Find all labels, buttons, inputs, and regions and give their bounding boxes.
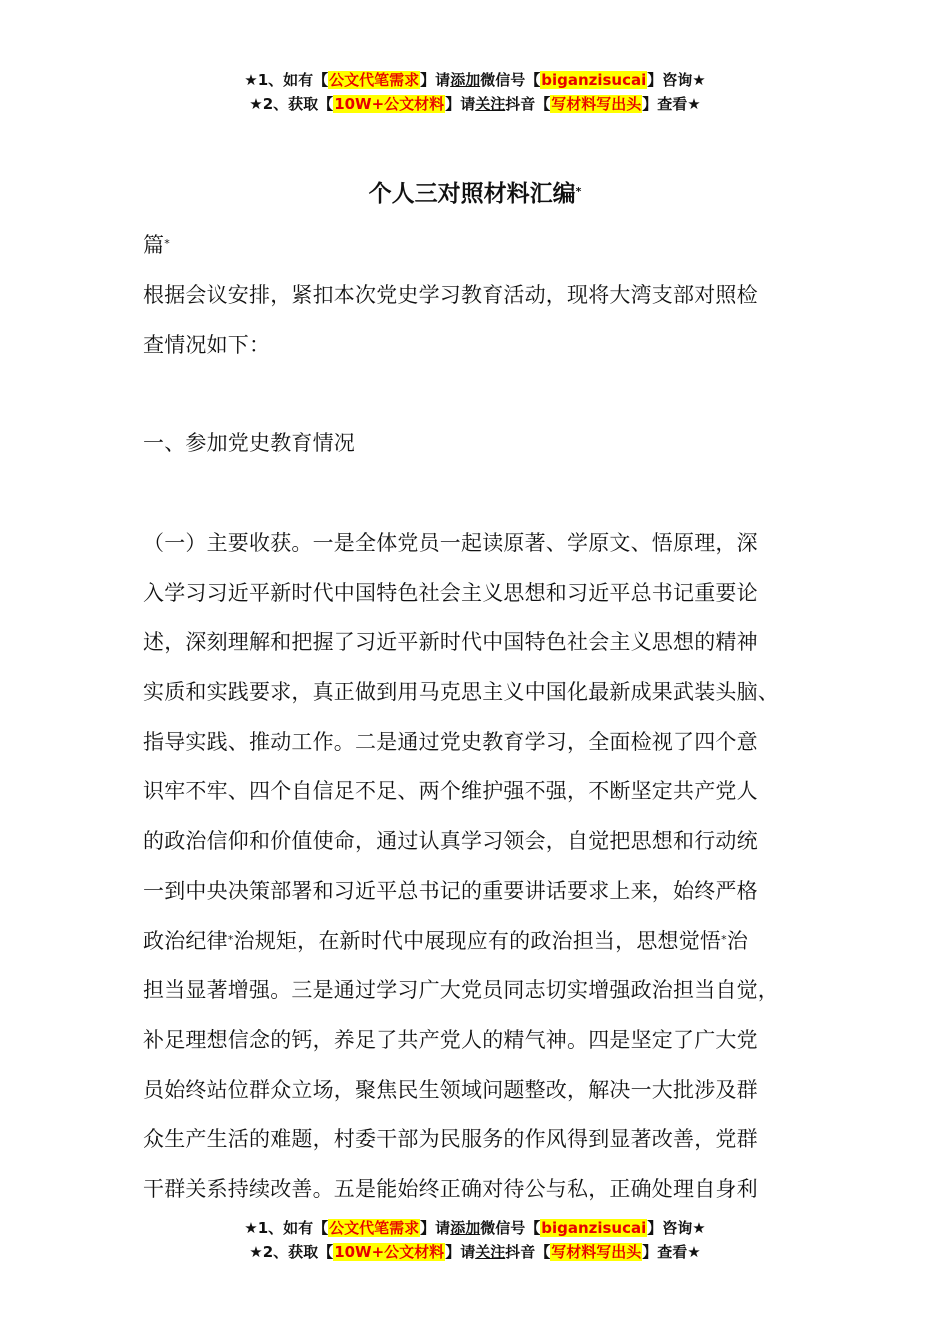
paragraph-text: 治规矩，在新时代中展现应有的政治担当，思想觉悟 xyxy=(233,928,722,953)
paragraph-line: 述，深刻理解和把握了习近平新时代中国特色社会主义思想的精神 xyxy=(143,630,758,655)
paragraph-line xyxy=(143,917,833,967)
document-title xyxy=(0,176,950,212)
main-paragraph xyxy=(143,519,833,1215)
paragraph-text: 政治纪律 xyxy=(143,928,228,953)
banner-underlined-text: 添加 xyxy=(450,71,481,89)
banner-text: ★1、如有【 xyxy=(244,71,329,89)
heading-1-text: 一、参加党史教育情况 xyxy=(143,431,355,455)
paragraph-line: 实质和实践要求，真正做到用马克思主义中国化最新成果武装头脑、 xyxy=(143,680,779,705)
banner-text: 】请 xyxy=(420,1219,451,1237)
banner-highlight: 公文代笔需求 xyxy=(329,1219,420,1237)
banner-highlight: biganzisucai xyxy=(541,71,647,89)
banner-highlight: 公文代笔需求 xyxy=(329,71,420,89)
title-mark: * xyxy=(575,185,582,198)
section-label-text: 篇 xyxy=(143,233,165,257)
paragraph-line: 员始终站位群众立场，聚焦民生领域问题整改，解决一大批涉及群 xyxy=(143,1077,758,1102)
banner-highlight: 写材料写出头 xyxy=(551,95,642,113)
paragraph-text: 治 xyxy=(726,928,749,953)
banner-highlight: 10W+公文材料 xyxy=(334,95,445,113)
banner-line-1 xyxy=(0,1216,950,1240)
banner-text: 】咨询★ xyxy=(647,1219,706,1237)
banner-text: 微信号【 xyxy=(480,1219,541,1237)
heading-1 xyxy=(143,419,833,469)
section-label xyxy=(143,221,833,271)
text-mark: * xyxy=(721,932,727,946)
banner-text: ★1、如有【 xyxy=(244,1219,329,1237)
banner-line-2 xyxy=(0,92,950,116)
banner-underlined-text: 关注 xyxy=(475,95,506,113)
banner-text: ★2、获取【 xyxy=(249,1243,334,1261)
paragraph-line: （一）主要收获。一是全体党员一起读原著、学原文、悟原理，深 xyxy=(143,531,758,555)
text-mark: * xyxy=(227,932,234,946)
banner-text: 】咨询★ xyxy=(647,71,706,89)
banner-text: 抖音【 xyxy=(505,95,551,113)
intro-paragraph xyxy=(143,271,833,370)
banner-underlined-text: 关注 xyxy=(475,1243,506,1261)
paragraph-line: 入学习习近平新时代中国特色社会主义思想和习近平总书记重要论 xyxy=(143,580,758,605)
paragraph-line: 一到中央决策部署和习近平总书记的重要讲话要求上来，始终严格 xyxy=(143,878,758,903)
banner-line-2 xyxy=(0,1240,950,1264)
section-mark: * xyxy=(164,237,170,250)
footer-banner xyxy=(0,1216,950,1264)
paragraph-line: 识牢不牢、四个自信足不足、两个维护强不强，不断坚定共产党人 xyxy=(143,779,758,804)
title-text: 个人三对照材料汇编 xyxy=(368,181,576,207)
banner-text: 】查看★ xyxy=(642,1243,701,1261)
banner-text: 】请 xyxy=(445,95,476,113)
section-label-line xyxy=(143,221,833,271)
banner-highlight: 10W+公文材料 xyxy=(334,1243,445,1261)
banner-text: 】请 xyxy=(420,71,451,89)
banner-text: 】请 xyxy=(445,1243,476,1261)
banner-text: 】查看★ xyxy=(642,95,701,113)
banner-text: 微信号【 xyxy=(480,71,541,89)
intro-line: 查情况如下： xyxy=(143,332,271,357)
paragraph-line: 的政治信仰和价值使命，通过认真学习领会，自觉把思想和行动统 xyxy=(143,829,758,854)
paragraph-line: 指导实践、推动工作。二是通过党史教育学习，全面检视了四个意 xyxy=(143,729,758,754)
paragraph-line: 众生产生活的难题，村委干部为民服务的作风得到显著改善，党群 xyxy=(143,1127,758,1152)
paragraph-line: 担当显著增强。三是通过学习广大党员同志切实增强政治担当自觉， xyxy=(143,978,779,1003)
banner-line-1 xyxy=(0,68,950,92)
intro-line: 根据会议安排，紧扣本次党史学习教育活动，现将大湾支部对照检 xyxy=(143,283,758,307)
paragraph-line: 干群关系持续改善。五是能始终正确对待公与私，正确处理自身利 xyxy=(143,1176,758,1201)
banner-text: ★2、获取【 xyxy=(249,95,334,113)
banner-highlight: biganzisucai xyxy=(541,1219,647,1237)
paragraph-line: 补足理想信念的钙，养足了共产党人的精气神。四是坚定了广大党 xyxy=(143,1027,758,1052)
banner-underlined-text: 添加 xyxy=(450,1219,481,1237)
banner-text: 抖音【 xyxy=(505,1243,551,1261)
banner-highlight: 写材料写出头 xyxy=(551,1243,642,1261)
header-banner xyxy=(0,68,950,116)
